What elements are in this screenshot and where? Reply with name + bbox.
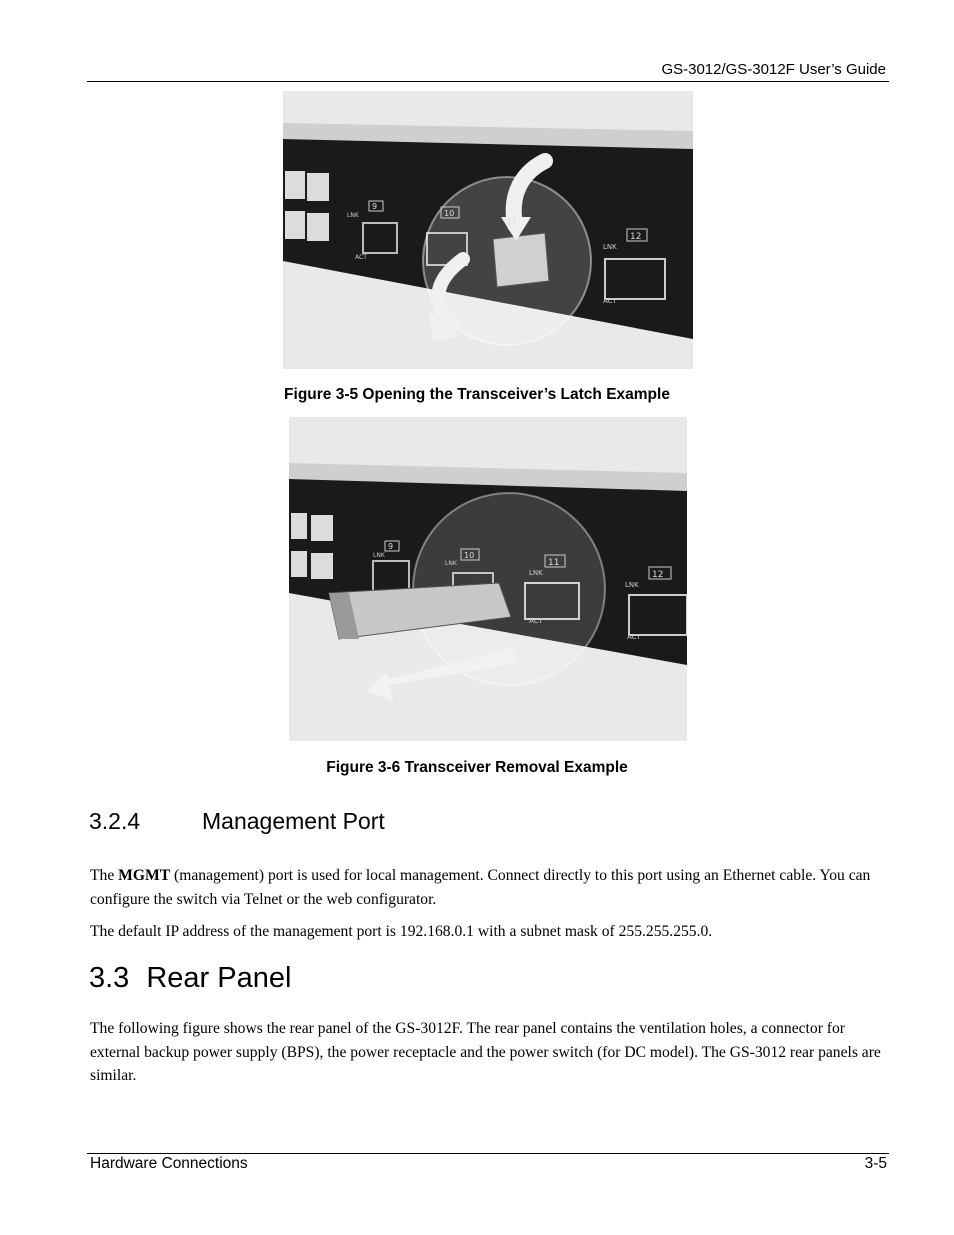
section-number: 3.2.4 [89,808,141,834]
port-label-9: 9 [388,542,394,551]
led-label-lnk: LNK [625,581,639,589]
figure-opening-latch-photo [283,91,693,369]
led-label-lnk: LNK [347,212,359,219]
paragraph-text: The [90,867,119,884]
bold-term-mgmt: MGMT [118,867,171,884]
led-label-lnk: LNK [373,552,385,559]
paragraph-rear-panel: The following figure shows the rear panel of the GS-3012F. The rear panel contains the ventilation holes, a connector for external backup power supply (BPS), the power receptacle and the power switch (for DC model). The GS-3012 rear panels are similar. [90,1020,881,1084]
section-number: 3.3 [89,962,130,994]
paragraph-default-ip: The default IP address of the management port is 192.168.0.1 with a subnet mask of 255.255.255.0. [90,923,713,940]
header-rule [87,81,889,82]
header-title: GS-3012/GS-3012F User’s Guide [661,61,886,78]
led-label-lnk: LNK [445,560,457,567]
port-label-9: 9 [372,202,378,211]
led-label-act: ACT [603,297,617,305]
led-label-lnk: LNK [529,569,543,577]
footer-chapter-title: Hardware Connections [90,1155,248,1172]
port-label-10: 10 [464,551,475,560]
figure-caption: Figure 3-5 Opening the Transceiver’s Latch Example [284,386,670,403]
port-label-12: 12 [652,570,664,580]
led-label-act: ACT [355,254,367,261]
section-heading-management-port [89,808,385,835]
section-heading-rear-panel [89,962,291,995]
section-title: Management Port [202,808,385,834]
led-label-act: ACT [529,617,543,625]
figure-transceiver-removal-photo [289,417,687,741]
led-label-lnk: LNK [603,243,617,251]
port-label-12: 12 [630,232,642,242]
figure-caption: Figure 3-6 Transceiver Removal Example [326,759,628,776]
port-label-10: 10 [444,209,455,218]
footer-page-number: 3-5 [864,1155,887,1172]
switch-front-panel-illustration [289,417,687,741]
paragraph-text: (management) port is used for local management. Connect directly to this port using an Ethernet cable. You can configure the switch via Telnet or the web configurator. [90,867,871,908]
port-label-11: 11 [507,218,518,227]
switch-front-panel-illustration [283,91,693,369]
port-label-11: 11 [548,558,560,568]
led-label-act: ACT [627,633,641,641]
paragraph-mgmt-port [90,864,890,911]
footer-rule [87,1153,889,1154]
section-title: Rear Panel [146,962,292,994]
